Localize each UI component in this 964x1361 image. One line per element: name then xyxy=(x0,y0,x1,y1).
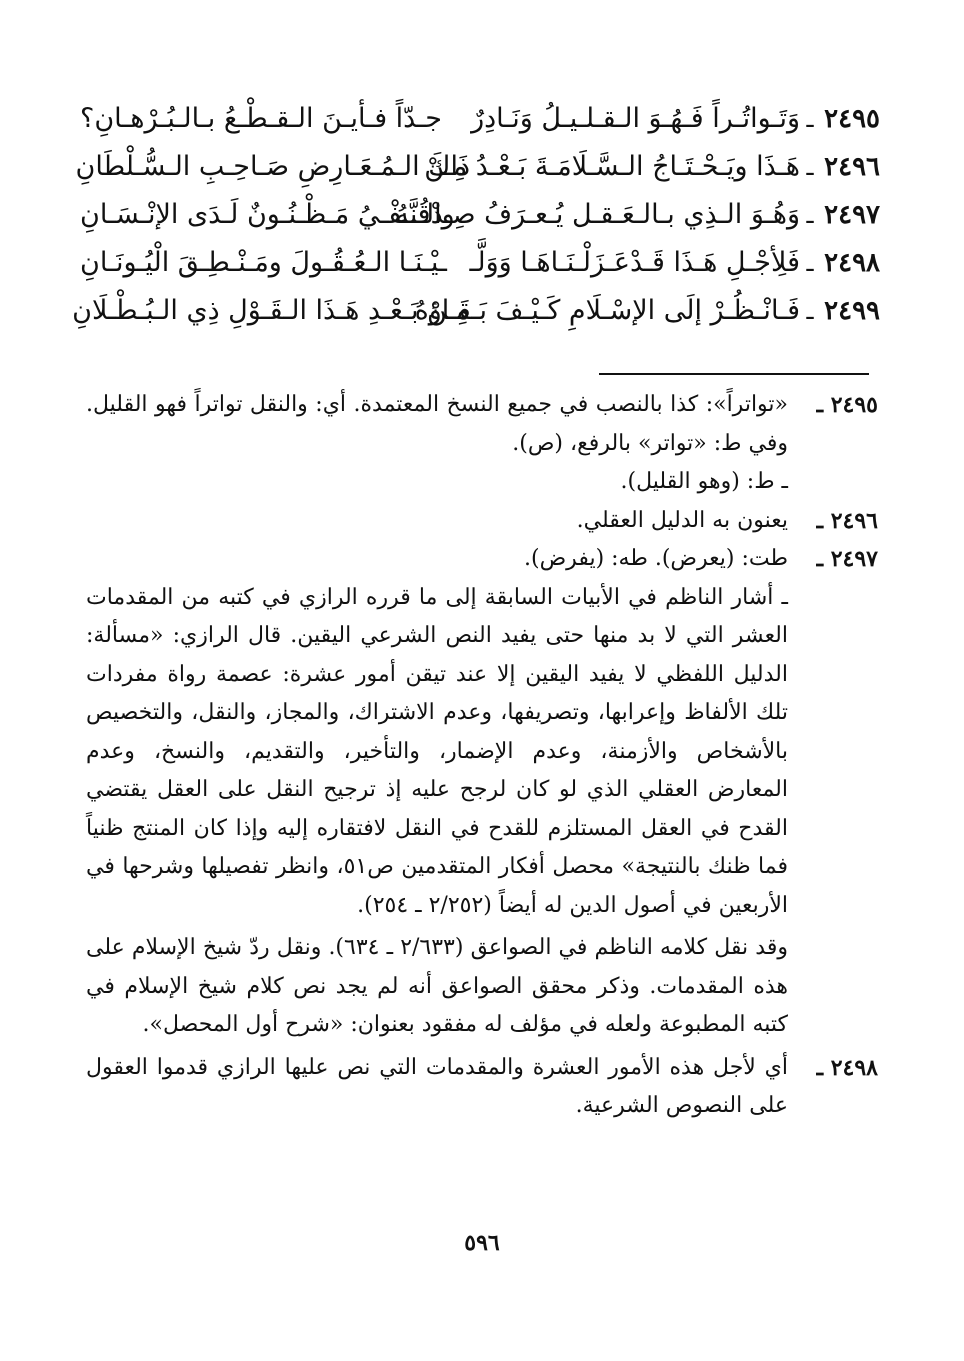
verse-dash: ـ xyxy=(806,297,814,325)
footnote-subnote: ـ ط: (وهو القليل). xyxy=(620,469,788,494)
footnote-number: ٢٤٩٨ ـ xyxy=(816,1054,878,1081)
footnotes xyxy=(86,386,878,1126)
page-number: ٥٩٦ xyxy=(464,1230,500,1256)
footnote-2497-paragraph-1: ـ أشار الناظم في الأبيات السابقة إلى ما قرره الرازي في كتبه من المقدمات العشر التي لا بد منها حتى يفيد النص الشرعي اليقين. قال الرازي: «مسألة: الدليل اللفظي لا يفيد اليقين إلا عند تيقن أمور عشرة: عصمة رواة مفردات تلك الألفاظ وإعرابها، وتصريفها، وعدم الاشتراك، والمجاز، والنقل، والتخصيص بالأشخاص والأزمنة، وعدم الإضمار، والتأخير، والتقديم، والنسخ، وعدم المعارض العقلي الذي لو كان لرجح عليه إذ ترجيح النقل على العقل يقتضي القدح في العقل المستلزم للقدح في النقل لافتقاره إليه وإذا كان المنتج ظنياً فما ظنك بالنتيجة» محصل أفكار المتقدمين ص٥١، وانظر تفصيلها وشرحها في الأربعين في أصول الدين له أيضاً (٢/٢٥٢ ـ ٢٥٤). xyxy=(86,584,788,918)
verse-first-hemistich: هَـذَا ويَـحْـتَـاجُ الـسَّـلَامَـةَ بَـعْـدُ مِـنْ xyxy=(424,151,800,182)
footnote-2497-paragraph-2: وقد نقل كلامه الناظم في الصواعق (٢/٦٣٣ ـ ٦٣٤). ونقل ردّ شيخ الإسلام على هذه المقدمات. وذكر محقق الصواعق أنه لم يجد نص كلام شيخ الإسلام في كتبه المطبوعة ولعله في مؤلف له مفقود بعنوان: «شرح أول المحصل». xyxy=(86,935,788,1037)
verse-first-hemistich: فَـانْـظُـرْ إلَى الإسْـلَامِ كَـيْـفَ بَـقَـاؤهُ xyxy=(414,295,800,326)
footnote-2495 xyxy=(86,386,878,502)
footnote-text: أي لأجل هذه الأمور العشرة والمقدمات التي نص عليها الرازي قدموا العقول على النصوص الشرعية. xyxy=(86,1054,788,1118)
verse-row xyxy=(80,199,880,247)
verse-second-hemistich: جـدّاً فـأيـنَ الـقـطْـعُ بـالـبُـرْهـانِ؟ xyxy=(80,103,442,134)
verse-number: ٢٤٩٦ xyxy=(824,152,880,182)
verse-number: ٢٤٩٩ xyxy=(824,296,880,326)
verse-dash: ـ xyxy=(806,153,814,181)
verse-number: ٢٤٩٨ xyxy=(824,248,880,278)
footnote-separator xyxy=(599,373,869,375)
verse-second-hemistich: ذَاكَ الـمُـعَـارِضِ صَـاحِـبِ الـسُّـلْطَانِ xyxy=(75,151,470,182)
verse-number: ٢٤٩٧ xyxy=(824,200,880,230)
verse-second-hemistich: مِـنْ بَـعْـدِ هَـذَا الـقَـوْلِ ذِي الـبُـطْـلَانِ xyxy=(72,295,470,326)
footnote-2498 xyxy=(86,1049,878,1126)
verse-first-hemistich: وَهُـوَ الـذِي بـالـعَـقـل يُـعـرَفُ صِـدْقُـهُ xyxy=(395,199,800,230)
footnote-text: طت: (يعرض). طه: (يفرض). xyxy=(524,546,788,571)
verse-first-hemistich: وَتَـواتُـراً فَـهُـوَ الـقـلـيـلُ وَنَـادِرٌ xyxy=(471,103,800,134)
verse-first-hemistich: فَلِأجْـلِ هَـذَا قَـدْعَـزَلْـنَـاهَـا وَوَلَّـ xyxy=(469,247,800,278)
footnote-2497 xyxy=(86,540,878,579)
verse-dash: ـ xyxy=(806,201,814,229)
footnote-number: ٢٤٩٦ ـ xyxy=(816,507,878,534)
footnote-text: يعنون به الدليل العقلي. xyxy=(576,507,788,533)
verse-dash: ـ xyxy=(806,105,814,133)
verse-row xyxy=(72,295,880,343)
footnote-2496 xyxy=(86,502,878,541)
poem-verses xyxy=(72,103,880,343)
footnote-text: «تواتراً»: كذا بالنصب في جميع النسخ المعتمدة. أي: والنقل تواتراً فهو القليل. وفي ط: «تواتر» بالرفع، (ص). xyxy=(86,392,788,456)
verse-dash: ـ xyxy=(806,249,814,277)
verse-row xyxy=(80,103,880,151)
verse-second-hemistich: ـيْـنَـا الـعُـقُـولَ ومَـنْـطِـقَ الْيُـونَـانِ xyxy=(80,247,447,278)
footnote-number: ٢٤٩٧ ـ xyxy=(816,546,878,572)
verse-row xyxy=(80,247,880,295)
verse-number: ٢٤٩٥ xyxy=(824,104,880,134)
footnote-number: ٢٤٩٥ ـ xyxy=(816,392,878,418)
verse-row xyxy=(75,151,880,199)
verse-second-hemistich: والـنَّـفْـيُ مَـظْـنُـونٌ لَـدَى الإنْـسَـانِ xyxy=(80,199,455,230)
